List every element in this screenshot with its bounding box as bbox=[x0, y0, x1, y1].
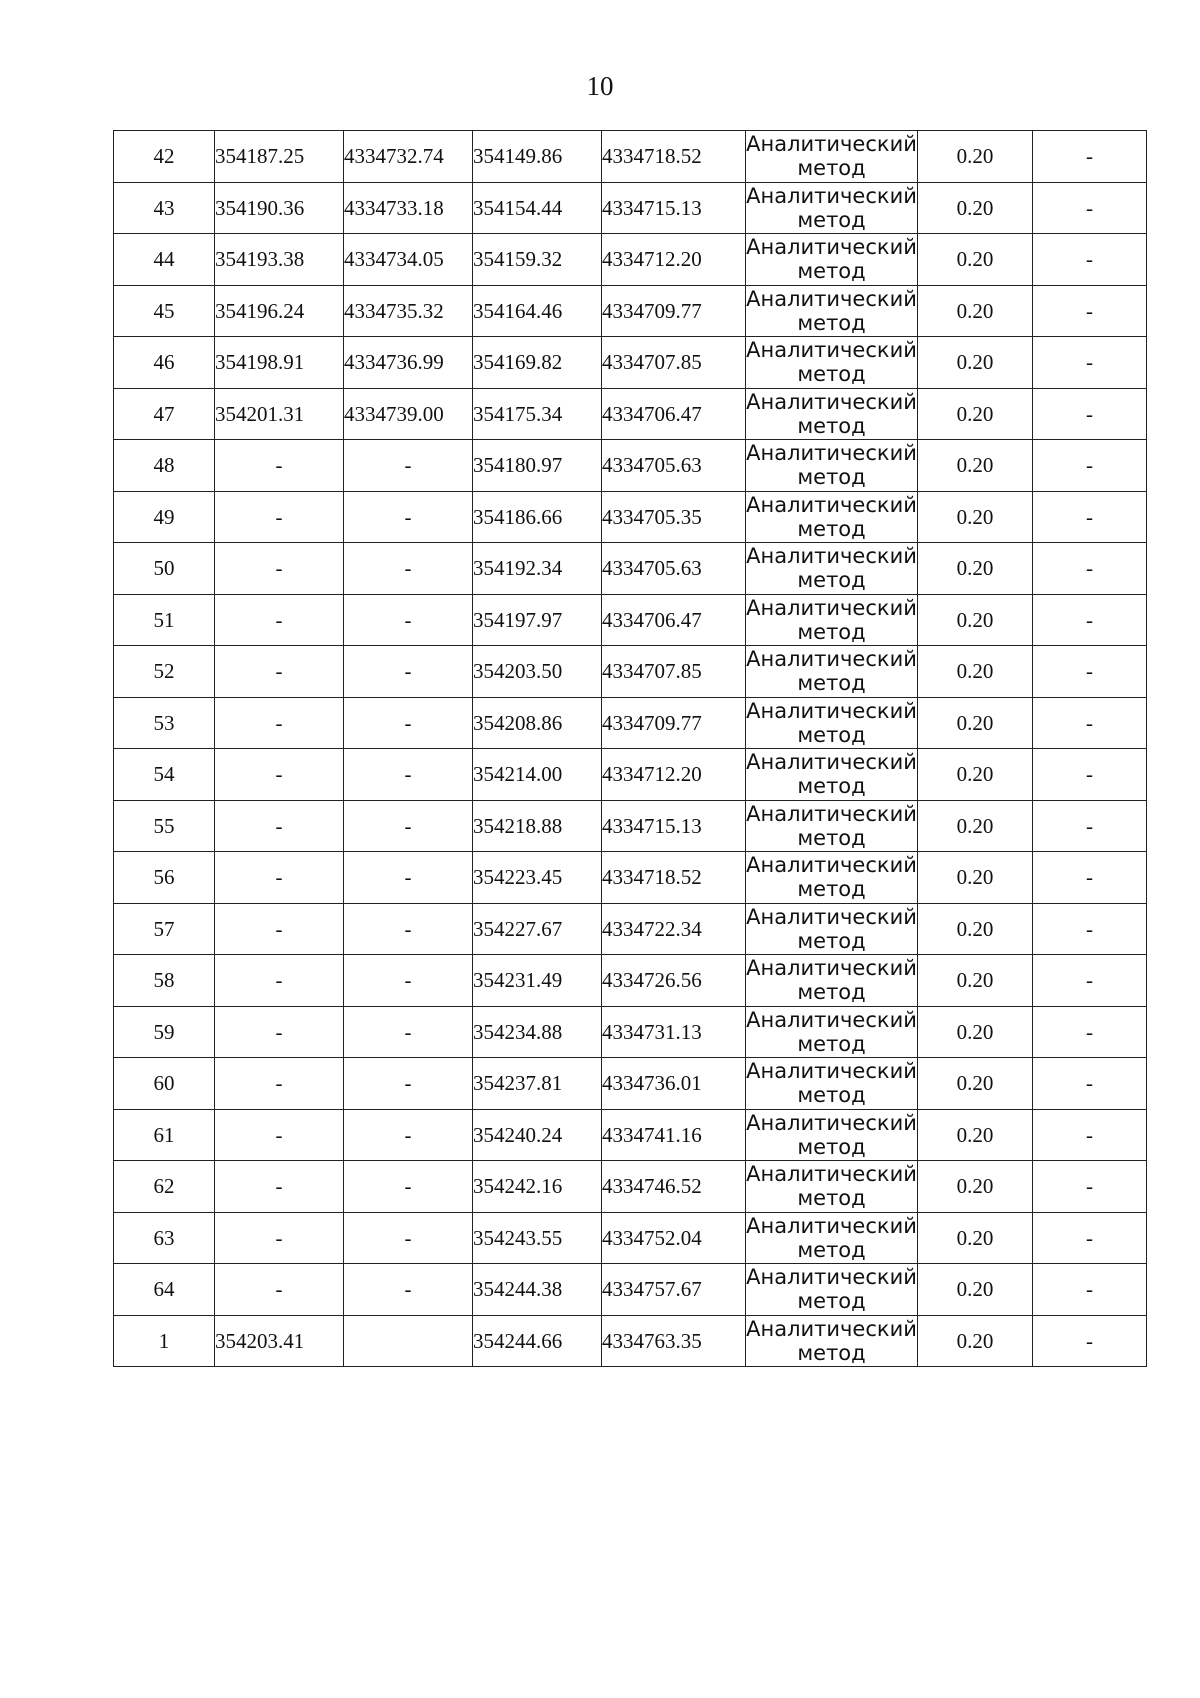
old-x-cell: - bbox=[215, 749, 344, 801]
point-number-cell: 49 bbox=[114, 491, 215, 543]
old-x-cell: - bbox=[215, 440, 344, 492]
new-y-cell: 4334763.35 bbox=[602, 1315, 746, 1367]
new-y-cell: 4334712.20 bbox=[602, 234, 746, 286]
accuracy-cell: 0.20 bbox=[918, 903, 1033, 955]
old-y-cell: 4334736.99 bbox=[344, 337, 473, 389]
method-line-1: Аналитический bbox=[746, 1059, 917, 1084]
old-y-cell: - bbox=[344, 1109, 473, 1161]
new-x-cell: 354234.88 bbox=[473, 1006, 602, 1058]
description-cell: - bbox=[1033, 543, 1147, 595]
accuracy-cell: 0.20 bbox=[918, 800, 1033, 852]
method-cell bbox=[746, 852, 918, 904]
table-row bbox=[114, 697, 1147, 749]
old-y-cell: - bbox=[344, 955, 473, 1007]
method-line-1: Аналитический bbox=[746, 544, 917, 569]
table-row bbox=[114, 1212, 1147, 1264]
method-line-1: Аналитический bbox=[746, 904, 917, 929]
old-x-cell: - bbox=[215, 903, 344, 955]
accuracy-cell: 0.20 bbox=[918, 697, 1033, 749]
new-y-cell: 4334709.77 bbox=[602, 697, 746, 749]
old-y-cell bbox=[344, 1315, 473, 1367]
point-number-cell: 58 bbox=[114, 955, 215, 1007]
accuracy-cell: 0.20 bbox=[918, 1006, 1033, 1058]
method-cell bbox=[746, 594, 918, 646]
method-line-2: метод bbox=[797, 413, 866, 438]
new-y-cell: 4334706.47 bbox=[602, 594, 746, 646]
description-cell: - bbox=[1033, 749, 1147, 801]
accuracy-cell: 0.20 bbox=[918, 543, 1033, 595]
old-x-cell: - bbox=[215, 800, 344, 852]
method-line-1: Аналитический bbox=[746, 235, 917, 260]
description-cell: - bbox=[1033, 182, 1147, 234]
method-cell bbox=[746, 543, 918, 595]
old-y-cell: - bbox=[344, 903, 473, 955]
point-number-cell: 64 bbox=[114, 1264, 215, 1316]
method-cell bbox=[746, 440, 918, 492]
method-line-2: метод bbox=[797, 774, 866, 799]
description-cell: - bbox=[1033, 1109, 1147, 1161]
table-row bbox=[114, 594, 1147, 646]
point-number-cell: 57 bbox=[114, 903, 215, 955]
old-y-cell: - bbox=[344, 543, 473, 595]
old-x-cell: 354193.38 bbox=[215, 234, 344, 286]
old-y-cell: 4334735.32 bbox=[344, 285, 473, 337]
table-row bbox=[114, 1315, 1147, 1367]
table-row bbox=[114, 182, 1147, 234]
table-row bbox=[114, 388, 1147, 440]
method-line-2: метод bbox=[797, 1289, 866, 1314]
old-y-cell: - bbox=[344, 800, 473, 852]
point-number-cell: 48 bbox=[114, 440, 215, 492]
table-row bbox=[114, 749, 1147, 801]
accuracy-cell: 0.20 bbox=[918, 491, 1033, 543]
method-line-1: Аналитический bbox=[746, 595, 917, 620]
description-cell: - bbox=[1033, 903, 1147, 955]
old-y-cell: - bbox=[344, 1161, 473, 1213]
method-cell bbox=[746, 285, 918, 337]
new-x-cell: 354240.24 bbox=[473, 1109, 602, 1161]
old-y-cell: 4334732.74 bbox=[344, 131, 473, 183]
method-line-1: Аналитический bbox=[746, 956, 917, 981]
old-x-cell: - bbox=[215, 646, 344, 698]
accuracy-cell: 0.20 bbox=[918, 1212, 1033, 1264]
method-line-1: Аналитический bbox=[746, 389, 917, 414]
old-x-cell: 354203.41 bbox=[215, 1315, 344, 1367]
new-x-cell: 354203.50 bbox=[473, 646, 602, 698]
point-number-cell: 61 bbox=[114, 1109, 215, 1161]
old-x-cell: 354201.31 bbox=[215, 388, 344, 440]
accuracy-cell: 0.20 bbox=[918, 388, 1033, 440]
accuracy-cell: 0.20 bbox=[918, 1058, 1033, 1110]
new-y-cell: 4334707.85 bbox=[602, 646, 746, 698]
method-line-2: метод bbox=[797, 928, 866, 953]
description-cell: - bbox=[1033, 800, 1147, 852]
old-y-cell: 4334733.18 bbox=[344, 182, 473, 234]
accuracy-cell: 0.20 bbox=[918, 1315, 1033, 1367]
description-cell: - bbox=[1033, 1006, 1147, 1058]
method-line-2: метод bbox=[797, 1186, 866, 1211]
new-y-cell: 4334705.63 bbox=[602, 543, 746, 595]
method-line-2: метод bbox=[797, 825, 866, 850]
new-y-cell: 4334715.13 bbox=[602, 800, 746, 852]
method-cell bbox=[746, 646, 918, 698]
new-x-cell: 354180.97 bbox=[473, 440, 602, 492]
method-line-1: Аналитический bbox=[746, 801, 917, 826]
method-line-1: Аналитический bbox=[746, 1316, 917, 1341]
new-y-cell: 4334752.04 bbox=[602, 1212, 746, 1264]
method-cell bbox=[746, 234, 918, 286]
old-x-cell: - bbox=[215, 955, 344, 1007]
old-y-cell: - bbox=[344, 594, 473, 646]
method-line-2: метод bbox=[797, 1340, 866, 1365]
method-line-2: метод bbox=[797, 259, 866, 284]
old-y-cell: - bbox=[344, 440, 473, 492]
method-line-2: метод bbox=[797, 516, 866, 541]
table-row bbox=[114, 1006, 1147, 1058]
new-y-cell: 4334709.77 bbox=[602, 285, 746, 337]
new-y-cell: 4334707.85 bbox=[602, 337, 746, 389]
point-number-cell: 51 bbox=[114, 594, 215, 646]
accuracy-cell: 0.20 bbox=[918, 234, 1033, 286]
method-line-1: Аналитический bbox=[746, 1162, 917, 1187]
point-number-cell: 62 bbox=[114, 1161, 215, 1213]
description-cell: - bbox=[1033, 1161, 1147, 1213]
table-row bbox=[114, 1058, 1147, 1110]
coordinates-table bbox=[113, 130, 1147, 1367]
accuracy-cell: 0.20 bbox=[918, 1161, 1033, 1213]
table-row bbox=[114, 491, 1147, 543]
table-body bbox=[114, 131, 1147, 1367]
new-x-cell: 354154.44 bbox=[473, 182, 602, 234]
point-number-cell: 1 bbox=[114, 1315, 215, 1367]
new-x-cell: 354243.55 bbox=[473, 1212, 602, 1264]
table-row bbox=[114, 800, 1147, 852]
method-cell bbox=[746, 955, 918, 1007]
accuracy-cell: 0.20 bbox=[918, 337, 1033, 389]
accuracy-cell: 0.20 bbox=[918, 749, 1033, 801]
table-row bbox=[114, 1109, 1147, 1161]
method-cell bbox=[746, 1315, 918, 1367]
old-y-cell: - bbox=[344, 852, 473, 904]
table-row bbox=[114, 955, 1147, 1007]
old-y-cell: - bbox=[344, 1212, 473, 1264]
point-number-cell: 44 bbox=[114, 234, 215, 286]
table-row bbox=[114, 1161, 1147, 1213]
method-line-1: Аналитический bbox=[746, 492, 917, 517]
method-cell bbox=[746, 1058, 918, 1110]
old-x-cell: 354198.91 bbox=[215, 337, 344, 389]
old-y-cell: - bbox=[344, 1058, 473, 1110]
method-line-1: Аналитический bbox=[746, 750, 917, 775]
new-x-cell: 354227.67 bbox=[473, 903, 602, 955]
old-y-cell: - bbox=[344, 749, 473, 801]
new-x-cell: 354149.86 bbox=[473, 131, 602, 183]
accuracy-cell: 0.20 bbox=[918, 131, 1033, 183]
new-x-cell: 354242.16 bbox=[473, 1161, 602, 1213]
method-line-2: метод bbox=[797, 156, 866, 181]
method-cell bbox=[746, 749, 918, 801]
accuracy-cell: 0.20 bbox=[918, 646, 1033, 698]
method-cell bbox=[746, 337, 918, 389]
point-number-cell: 54 bbox=[114, 749, 215, 801]
method-line-2: метод bbox=[797, 362, 866, 387]
old-y-cell: 4334739.00 bbox=[344, 388, 473, 440]
method-cell bbox=[746, 131, 918, 183]
table-row bbox=[114, 903, 1147, 955]
method-cell bbox=[746, 1006, 918, 1058]
table-row bbox=[114, 234, 1147, 286]
description-cell: - bbox=[1033, 491, 1147, 543]
point-number-cell: 63 bbox=[114, 1212, 215, 1264]
description-cell: - bbox=[1033, 131, 1147, 183]
description-cell: - bbox=[1033, 646, 1147, 698]
old-y-cell: - bbox=[344, 646, 473, 698]
new-y-cell: 4334712.20 bbox=[602, 749, 746, 801]
table-row bbox=[114, 852, 1147, 904]
method-line-2: метод bbox=[797, 310, 866, 335]
new-x-cell: 354186.66 bbox=[473, 491, 602, 543]
method-line-2: метод bbox=[797, 1031, 866, 1056]
new-x-cell: 354231.49 bbox=[473, 955, 602, 1007]
new-y-cell: 4334757.67 bbox=[602, 1264, 746, 1316]
new-y-cell: 4334705.63 bbox=[602, 440, 746, 492]
method-cell bbox=[746, 388, 918, 440]
description-cell: - bbox=[1033, 337, 1147, 389]
description-cell: - bbox=[1033, 1212, 1147, 1264]
point-number-cell: 52 bbox=[114, 646, 215, 698]
old-x-cell: - bbox=[215, 852, 344, 904]
old-y-cell: - bbox=[344, 1264, 473, 1316]
old-x-cell: - bbox=[215, 1161, 344, 1213]
method-line-2: метод bbox=[797, 619, 866, 644]
point-number-cell: 56 bbox=[114, 852, 215, 904]
new-x-cell: 354164.46 bbox=[473, 285, 602, 337]
point-number-cell: 55 bbox=[114, 800, 215, 852]
method-line-2: метод bbox=[797, 1134, 866, 1159]
method-line-2: метод bbox=[797, 877, 866, 902]
new-x-cell: 354244.66 bbox=[473, 1315, 602, 1367]
accuracy-cell: 0.20 bbox=[918, 440, 1033, 492]
new-x-cell: 354169.82 bbox=[473, 337, 602, 389]
old-y-cell: 4334734.05 bbox=[344, 234, 473, 286]
description-cell: - bbox=[1033, 1058, 1147, 1110]
new-x-cell: 354244.38 bbox=[473, 1264, 602, 1316]
accuracy-cell: 0.20 bbox=[918, 1109, 1033, 1161]
accuracy-cell: 0.20 bbox=[918, 594, 1033, 646]
table-row bbox=[114, 543, 1147, 595]
table-row bbox=[114, 131, 1147, 183]
method-line-1: Аналитический bbox=[746, 1265, 917, 1290]
method-cell bbox=[746, 1264, 918, 1316]
method-line-1: Аналитический bbox=[746, 441, 917, 466]
method-line-1: Аналитический bbox=[746, 183, 917, 208]
description-cell: - bbox=[1033, 697, 1147, 749]
method-line-1: Аналитический bbox=[746, 1007, 917, 1032]
new-x-cell: 354218.88 bbox=[473, 800, 602, 852]
description-cell: - bbox=[1033, 1315, 1147, 1367]
new-x-cell: 354223.45 bbox=[473, 852, 602, 904]
old-x-cell: - bbox=[215, 1212, 344, 1264]
method-cell bbox=[746, 1161, 918, 1213]
method-line-1: Аналитический bbox=[746, 647, 917, 672]
new-x-cell: 354237.81 bbox=[473, 1058, 602, 1110]
new-x-cell: 354192.34 bbox=[473, 543, 602, 595]
table-row bbox=[114, 440, 1147, 492]
new-y-cell: 4334731.13 bbox=[602, 1006, 746, 1058]
method-line-2: метод bbox=[797, 722, 866, 747]
new-x-cell: 354175.34 bbox=[473, 388, 602, 440]
old-x-cell: - bbox=[215, 1058, 344, 1110]
description-cell: - bbox=[1033, 440, 1147, 492]
point-number-cell: 42 bbox=[114, 131, 215, 183]
old-x-cell: - bbox=[215, 543, 344, 595]
method-line-2: метод bbox=[797, 980, 866, 1005]
old-x-cell: - bbox=[215, 491, 344, 543]
point-number-cell: 43 bbox=[114, 182, 215, 234]
description-cell: - bbox=[1033, 388, 1147, 440]
point-number-cell: 47 bbox=[114, 388, 215, 440]
old-x-cell: 354196.24 bbox=[215, 285, 344, 337]
method-cell bbox=[746, 182, 918, 234]
method-cell bbox=[746, 903, 918, 955]
table-row bbox=[114, 285, 1147, 337]
accuracy-cell: 0.20 bbox=[918, 285, 1033, 337]
new-x-cell: 354159.32 bbox=[473, 234, 602, 286]
method-line-1: Аналитический bbox=[746, 698, 917, 723]
method-line-2: метод bbox=[797, 568, 866, 593]
new-y-cell: 4334718.52 bbox=[602, 852, 746, 904]
new-y-cell: 4334726.56 bbox=[602, 955, 746, 1007]
new-y-cell: 4334722.34 bbox=[602, 903, 746, 955]
accuracy-cell: 0.20 bbox=[918, 182, 1033, 234]
point-number-cell: 46 bbox=[114, 337, 215, 389]
method-line-1: Аналитический bbox=[746, 1213, 917, 1238]
accuracy-cell: 0.20 bbox=[918, 955, 1033, 1007]
method-cell bbox=[746, 1212, 918, 1264]
page-number: 10 bbox=[586, 71, 614, 101]
old-x-cell: 354187.25 bbox=[215, 131, 344, 183]
method-line-2: метод bbox=[797, 1083, 866, 1108]
method-cell bbox=[746, 800, 918, 852]
new-x-cell: 354214.00 bbox=[473, 749, 602, 801]
accuracy-cell: 0.20 bbox=[918, 852, 1033, 904]
accuracy-cell: 0.20 bbox=[918, 1264, 1033, 1316]
new-y-cell: 4334746.52 bbox=[602, 1161, 746, 1213]
description-cell: - bbox=[1033, 285, 1147, 337]
old-y-cell: - bbox=[344, 1006, 473, 1058]
new-y-cell: 4334705.35 bbox=[602, 491, 746, 543]
point-number-cell: 53 bbox=[114, 697, 215, 749]
description-cell: - bbox=[1033, 955, 1147, 1007]
new-y-cell: 4334718.52 bbox=[602, 131, 746, 183]
method-line-1: Аналитический bbox=[746, 1110, 917, 1135]
point-number-cell: 59 bbox=[114, 1006, 215, 1058]
new-y-cell: 4334706.47 bbox=[602, 388, 746, 440]
description-cell: - bbox=[1033, 594, 1147, 646]
method-line-1: Аналитический bbox=[746, 132, 917, 157]
new-y-cell: 4334741.16 bbox=[602, 1109, 746, 1161]
method-line-1: Аналитический bbox=[746, 286, 917, 311]
point-number-cell: 50 bbox=[114, 543, 215, 595]
new-y-cell: 4334715.13 bbox=[602, 182, 746, 234]
new-y-cell: 4334736.01 bbox=[602, 1058, 746, 1110]
description-cell: - bbox=[1033, 234, 1147, 286]
old-y-cell: - bbox=[344, 491, 473, 543]
method-cell bbox=[746, 697, 918, 749]
table-row bbox=[114, 1264, 1147, 1316]
old-x-cell: - bbox=[215, 1006, 344, 1058]
old-x-cell: - bbox=[215, 1109, 344, 1161]
description-cell: - bbox=[1033, 852, 1147, 904]
old-x-cell: - bbox=[215, 1264, 344, 1316]
table-row bbox=[114, 646, 1147, 698]
point-number-cell: 45 bbox=[114, 285, 215, 337]
method-line-1: Аналитический bbox=[746, 338, 917, 363]
table-row bbox=[114, 337, 1147, 389]
method-cell bbox=[746, 491, 918, 543]
description-cell: - bbox=[1033, 1264, 1147, 1316]
method-line-2: метод bbox=[797, 465, 866, 490]
old-x-cell: - bbox=[215, 594, 344, 646]
old-y-cell: - bbox=[344, 697, 473, 749]
new-x-cell: 354197.97 bbox=[473, 594, 602, 646]
method-line-2: метод bbox=[797, 207, 866, 232]
method-line-1: Аналитический bbox=[746, 853, 917, 878]
method-line-2: метод bbox=[797, 1237, 866, 1262]
old-x-cell: 354190.36 bbox=[215, 182, 344, 234]
old-x-cell: - bbox=[215, 697, 344, 749]
new-x-cell: 354208.86 bbox=[473, 697, 602, 749]
method-line-2: метод bbox=[797, 671, 866, 696]
method-cell bbox=[746, 1109, 918, 1161]
point-number-cell: 60 bbox=[114, 1058, 215, 1110]
